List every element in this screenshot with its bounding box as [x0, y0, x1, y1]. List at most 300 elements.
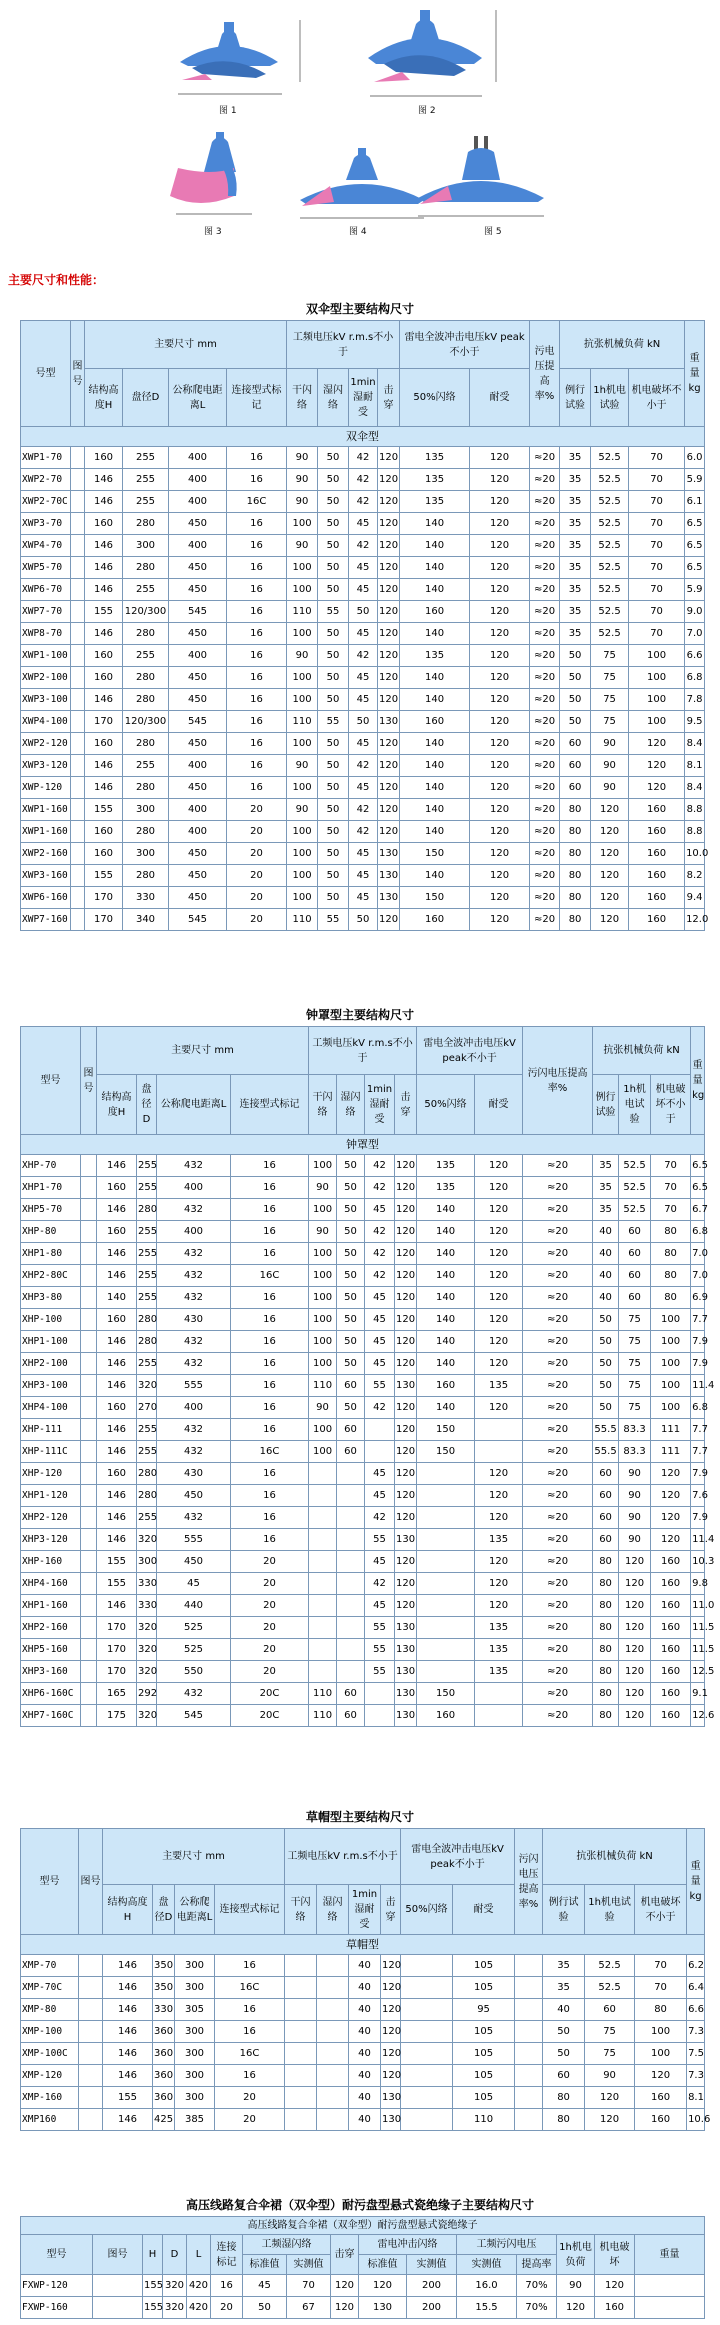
table-cell: ≈20 [523, 1265, 593, 1287]
table-cell [81, 1661, 97, 1683]
table-cell: 16C [215, 1977, 285, 1999]
table-cell: 120 [470, 579, 530, 601]
table-cell: 70 [629, 623, 685, 645]
table-cell: 20C [231, 1683, 309, 1705]
table-cell: 120 [585, 2109, 635, 2131]
cell-model: XMP-80 [21, 1999, 79, 2021]
table-cell: 35 [560, 513, 591, 535]
th-conn: 连接型式标记 [215, 1885, 285, 1935]
table-cell: 11.4 [691, 1375, 705, 1397]
table-cell: 400 [169, 535, 227, 557]
table-cell: ≈20 [523, 1155, 593, 1177]
table-cell: 400 [169, 469, 227, 491]
th-conn: 连接型式标记 [231, 1075, 309, 1135]
table-cell [71, 513, 85, 535]
table-cell: 55 [318, 711, 349, 733]
table-cell [285, 2087, 317, 2109]
table-cell: 120 [470, 755, 530, 777]
table-row [21, 1595, 705, 1617]
th-l: 公称爬电距离L [157, 1075, 231, 1135]
table-cell: 120 [619, 1705, 651, 1727]
table-cell [81, 1683, 97, 1705]
table-row [21, 2065, 705, 2087]
table-cell: 120 [470, 909, 530, 931]
table-cell: 120 [475, 1177, 523, 1199]
th-li-50: 50%闪络 [400, 369, 470, 427]
table-cell: 120 [378, 447, 400, 469]
table-row [21, 535, 705, 557]
table-cell: 320 [137, 1375, 157, 1397]
table-cell: 120 [470, 447, 530, 469]
table-cell: 6.5 [691, 1155, 705, 1177]
table-cell: 45 [349, 865, 378, 887]
table-cell: 75 [591, 689, 629, 711]
table-cell: 80 [593, 1639, 619, 1661]
table-cell: 35 [560, 491, 591, 513]
cell-model: XHP-160 [21, 1551, 81, 1573]
table-cell: 20 [231, 1595, 309, 1617]
table-cell: 60 [593, 1507, 619, 1529]
table-cell: 60 [337, 1705, 365, 1727]
table-cell: 50 [349, 601, 378, 623]
table-cell: 60 [560, 755, 591, 777]
table-cell [81, 1265, 97, 1287]
table-cell: 120 [381, 2043, 401, 2065]
th-pf-dry: 干闪络 [285, 1885, 317, 1935]
table-cell: 35 [593, 1199, 619, 1221]
cell-model: XWP6-70 [21, 579, 71, 601]
table-cell: 50 [318, 469, 349, 491]
table-cell: 35 [543, 1977, 585, 1999]
table-cell: 400 [169, 821, 227, 843]
table-cell: 55 [365, 1375, 395, 1397]
table-cell: 45 [365, 1287, 395, 1309]
table-row [21, 1977, 705, 1999]
table-cell [81, 1243, 97, 1265]
table-cell: 165 [97, 1683, 137, 1705]
table-cell: 120 [470, 601, 530, 623]
table-row [21, 2109, 705, 2131]
table-row [21, 447, 705, 469]
table-cell [635, 2275, 705, 2297]
table-cell: 42 [365, 1507, 395, 1529]
table-cell [515, 2065, 543, 2087]
table-cell [417, 1573, 475, 1595]
table-cell: 42 [365, 1397, 395, 1419]
table-cell: 50 [243, 2297, 287, 2319]
table-cell: 100 [635, 2043, 687, 2065]
table-cell: 160 [85, 821, 123, 843]
table-cell: 100 [309, 1243, 337, 1265]
table-cell: 545 [169, 711, 227, 733]
table-cell [81, 1419, 97, 1441]
table-cell: 45 [349, 843, 378, 865]
table-cell: 6.4 [687, 1977, 705, 1999]
table-cell: 52.5 [619, 1199, 651, 1221]
th-li-meas: 实测值 [407, 2255, 457, 2275]
table-cell: 120 [395, 1331, 417, 1353]
table-cell: 160 [400, 711, 470, 733]
table-cell: 155 [143, 2297, 163, 2319]
table-cell [81, 1463, 97, 1485]
table-cell: 40 [349, 2109, 381, 2131]
table-cell: 70 [651, 1177, 691, 1199]
table-cell: 100 [287, 667, 318, 689]
table-cell: 450 [169, 865, 227, 887]
table-cell: 45 [157, 1573, 231, 1595]
table-cell: 280 [137, 1199, 157, 1221]
th-weight: 重量kg [685, 321, 705, 427]
table-cell: 255 [137, 1265, 157, 1287]
table-cell: 50 [349, 909, 378, 931]
cell-model: XWP1-160 [21, 821, 71, 843]
table-cell: 6.9 [691, 1287, 705, 1309]
th-fig: 图号 [79, 1829, 103, 1935]
table-cell: 45 [365, 1331, 395, 1353]
table-row [21, 1485, 705, 1507]
table-cell: 432 [157, 1353, 231, 1375]
table-cell: 42 [349, 645, 378, 667]
table-cell: 160 [651, 1551, 691, 1573]
table-cell: 140 [400, 557, 470, 579]
table-cell: 110 [287, 711, 318, 733]
table-cell: 120 [378, 909, 400, 931]
th-mech-fail: 机电破坏不小于 [629, 369, 685, 427]
table-cell: 16 [231, 1221, 309, 1243]
table-cell: 50 [318, 579, 349, 601]
table-cell: 35 [593, 1177, 619, 1199]
table-cell: 60 [337, 1441, 365, 1463]
table-cell: 60 [619, 1221, 651, 1243]
table-cell: 120 [470, 777, 530, 799]
table4-body [21, 2275, 705, 2319]
table-cell: 80 [560, 887, 591, 909]
table-cell: 50 [318, 667, 349, 689]
table-cell [417, 1529, 475, 1551]
th-pf: 工频电压kV r.m.s不小于 [285, 1829, 401, 1885]
cell-model: XWP2-100 [21, 667, 71, 689]
table-cell: ≈20 [523, 1375, 593, 1397]
table-cell: 280 [123, 777, 169, 799]
table-cell: 8.8 [685, 821, 705, 843]
table-cell [417, 1485, 475, 1507]
table-cell: 40 [349, 1955, 381, 1977]
table-cell: 16 [231, 1331, 309, 1353]
table-cell: 6.5 [691, 1177, 705, 1199]
table-cell: 50 [337, 1155, 365, 1177]
table-cell: 120 [395, 1309, 417, 1331]
table-cell: ≈20 [523, 1573, 593, 1595]
table-cell: 42 [365, 1243, 395, 1265]
table-cell: 52.5 [585, 1955, 635, 1977]
table-cell: 432 [157, 1419, 231, 1441]
table-row [21, 1397, 705, 1419]
table-cell [81, 1397, 97, 1419]
table-cell [71, 887, 85, 909]
table-cell [309, 1595, 337, 1617]
table-cell: 45 [365, 1595, 395, 1617]
table-cell [515, 2087, 543, 2109]
table-cell [515, 1999, 543, 2021]
table-cell [317, 2065, 349, 2087]
table-cell: 120 [395, 1463, 417, 1485]
th-pf: 工频电压kV r.m.s不小于 [309, 1027, 417, 1075]
table-cell: 146 [85, 535, 123, 557]
table-cell [285, 2065, 317, 2087]
table-cell: 330 [153, 1999, 175, 2021]
cell-model: XMP-100C [21, 2043, 79, 2065]
table-cell: 16C [231, 1441, 309, 1463]
table-cell: 450 [169, 623, 227, 645]
table-cell: 160 [635, 2109, 687, 2131]
table-cell: 95 [453, 1999, 515, 2021]
table-cell: 120 [395, 1177, 417, 1199]
table-cell: ≈20 [523, 1529, 593, 1551]
table-cell: 360 [153, 2021, 175, 2043]
table-cell: 16.0 [457, 2275, 517, 2297]
table-cell: 7.7 [691, 1309, 705, 1331]
table-cell: 5.9 [685, 579, 705, 601]
table-cell: 9.1 [691, 1683, 705, 1705]
table-cell: 80 [543, 2087, 585, 2109]
table-cell: 140 [400, 755, 470, 777]
table-cell [515, 2109, 543, 2131]
table-cell [365, 1683, 395, 1705]
table-cell: 50 [560, 689, 591, 711]
table1-band: 双伞型 [21, 427, 705, 447]
table-cell [635, 2297, 705, 2319]
table-cell: 300 [123, 799, 169, 821]
table-cell: 6.5 [685, 557, 705, 579]
cell-model: XHP-111 [21, 1419, 81, 1441]
table-row [21, 1177, 705, 1199]
table-cell [81, 1375, 97, 1397]
table-cell [515, 2043, 543, 2065]
table-cell: 146 [97, 1485, 137, 1507]
table-cell: 430 [157, 1309, 231, 1331]
table-cell: ≈20 [523, 1331, 593, 1353]
cell-model: XWP1-100 [21, 645, 71, 667]
th-model: 型号 [21, 1829, 79, 1935]
table-cell: 50 [349, 711, 378, 733]
figure-4-drawing [300, 148, 424, 218]
table-cell: 80 [560, 909, 591, 931]
table-row [21, 1199, 705, 1221]
cell-model: XHP2-160 [21, 1617, 81, 1639]
table-cell: 9.5 [685, 711, 705, 733]
table-cell: 170 [85, 887, 123, 909]
table-cell: 70 [635, 1977, 687, 1999]
table-cell: 555 [157, 1529, 231, 1551]
table-cell: 50 [337, 1199, 365, 1221]
table-cell [475, 1441, 523, 1463]
table-cell: 50 [337, 1243, 365, 1265]
table-cell [81, 1529, 97, 1551]
table-cell: 280 [123, 623, 169, 645]
figure-1-caption: 图 1 [219, 106, 237, 116]
table-row [21, 469, 705, 491]
table-cell: 130 [395, 1639, 417, 1661]
table-cell: 7.7 [691, 1441, 705, 1463]
th-h: H [143, 2235, 163, 2275]
table-cell: 8.1 [685, 755, 705, 777]
table-row [21, 1683, 705, 1705]
table-cell: 130 [378, 865, 400, 887]
table-cell: 120 [381, 2065, 401, 2087]
table-cell: 52.5 [591, 447, 629, 469]
table-cell: 11.4 [691, 1529, 705, 1551]
table-cell [81, 1705, 97, 1727]
table-cell: ≈20 [530, 645, 560, 667]
table-cell: 45 [365, 1463, 395, 1485]
table-cell: 120 [595, 2275, 635, 2297]
table-cell [81, 1551, 97, 1573]
table-cell: 50 [543, 2021, 585, 2043]
th-dims: 主要尺寸 mm [103, 1829, 285, 1885]
table-cell: 80 [593, 1683, 619, 1705]
table-cell: 425 [153, 2109, 175, 2131]
table-cell: 140 [400, 865, 470, 887]
table-cell: 120 [475, 1573, 523, 1595]
th-l: 公称爬电距离L [169, 369, 227, 427]
table-cell: 120 [381, 1999, 401, 2021]
table-cell: 450 [157, 1551, 231, 1573]
table-cell: 146 [85, 491, 123, 513]
table-cell [475, 1419, 523, 1441]
table-cell: 120 [591, 909, 629, 931]
table1-double-shed [20, 320, 709, 931]
table-cell: 350 [153, 1955, 175, 1977]
table-cell: 120 [475, 1199, 523, 1221]
cell-model: XMP-100 [21, 2021, 79, 2043]
table-cell: 280 [137, 1485, 157, 1507]
table-cell: 105 [453, 2021, 515, 2043]
table-cell: 20 [227, 909, 287, 931]
table-cell: 100 [309, 1441, 337, 1463]
table-cell: 7.0 [685, 623, 705, 645]
table-cell: 400 [169, 799, 227, 821]
table-cell: ≈20 [523, 1353, 593, 1375]
table-cell [81, 1353, 97, 1375]
table-cell: ≈20 [523, 1397, 593, 1419]
table-cell: 7.8 [685, 689, 705, 711]
table-cell: 52.5 [591, 535, 629, 557]
table-cell: 42 [365, 1177, 395, 1199]
table-cell: 360 [153, 2043, 175, 2065]
table-cell: 100 [309, 1287, 337, 1309]
table-row [21, 1155, 705, 1177]
th-poll: 污闪电压提高率% [523, 1027, 593, 1135]
table-cell: 60 [593, 1529, 619, 1551]
table-cell [337, 1529, 365, 1551]
table-cell [81, 1199, 97, 1221]
table-cell: 330 [137, 1573, 157, 1595]
cell-model: XHP3-100 [21, 1375, 81, 1397]
table-cell: 16 [215, 2065, 285, 2087]
table-cell: 420 [187, 2297, 211, 2319]
table-row [21, 1463, 705, 1485]
cell-model: XWP1-70 [21, 447, 71, 469]
th-mech-fail: 机电破坏不小于 [635, 1885, 687, 1935]
table-cell: 120 [629, 733, 685, 755]
cell-model: XWP3-160 [21, 865, 71, 887]
table-cell: 40 [349, 1977, 381, 1999]
table-cell: 16 [227, 579, 287, 601]
th-pf-break: 击穿 [378, 369, 400, 427]
table-row [21, 601, 705, 623]
table-cell: 146 [103, 2065, 153, 2087]
table-cell: 40 [593, 1265, 619, 1287]
table-cell: 12.5 [691, 1661, 705, 1683]
table-cell: 50 [593, 1375, 619, 1397]
table-cell [309, 1485, 337, 1507]
table-cell: 40 [349, 2087, 381, 2109]
table-cell: 400 [157, 1177, 231, 1199]
table-cell [71, 909, 85, 931]
table-cell: ≈20 [523, 1705, 593, 1727]
table2-title: 钟罩型主要结构尺寸 [305, 1008, 414, 1022]
table-cell [417, 1551, 475, 1573]
table-cell: 100 [629, 645, 685, 667]
table-cell: 80 [593, 1661, 619, 1683]
th-li-withstand: 耐受 [470, 369, 530, 427]
table-cell: 50 [593, 1353, 619, 1375]
table-cell: 160 [85, 447, 123, 469]
table-cell: 90 [309, 1221, 337, 1243]
table-cell: 130 [378, 843, 400, 865]
table-cell [401, 1999, 453, 2021]
table-cell: 55 [318, 601, 349, 623]
table-cell: 16 [231, 1353, 309, 1375]
table-cell [71, 623, 85, 645]
table-row [21, 1507, 705, 1529]
table-cell: 100 [309, 1309, 337, 1331]
cell-model: FXWP-120 [21, 2275, 93, 2297]
table-cell [71, 447, 85, 469]
table-cell [71, 601, 85, 623]
table-cell [401, 1977, 453, 1999]
table-cell: ≈20 [530, 821, 560, 843]
table-cell: 90 [287, 755, 318, 777]
table-cell: 160 [85, 645, 123, 667]
table-cell [79, 1999, 103, 2021]
table-cell: 120 [395, 1551, 417, 1573]
table-cell [417, 1507, 475, 1529]
intro-heading: 主要尺寸和性能： [8, 273, 105, 287]
table-cell: 6.1 [685, 491, 705, 513]
table-cell: 450 [169, 843, 227, 865]
table-cell: 40 [349, 2065, 381, 2087]
table-cell: 16 [231, 1155, 309, 1177]
table-cell: 120 [470, 667, 530, 689]
table-cell: 50 [337, 1353, 365, 1375]
table-cell: 52.5 [591, 513, 629, 535]
table-cell: 155 [143, 2275, 163, 2297]
cell-model: XHP3-120 [21, 1529, 81, 1551]
table-cell: 110 [309, 1683, 337, 1705]
table-cell: 110 [309, 1705, 337, 1727]
table-cell: 350 [153, 1977, 175, 1999]
table-cell: 160 [629, 887, 685, 909]
table-cell: 160 [417, 1705, 475, 1727]
table-row [21, 579, 705, 601]
table-cell: 146 [103, 2109, 153, 2131]
table-cell: ≈20 [530, 755, 560, 777]
cell-model: XWP4-70 [21, 535, 71, 557]
table-cell: 7.3 [687, 2021, 705, 2043]
table-cell: 7.9 [691, 1331, 705, 1353]
table-cell: 16 [215, 1955, 285, 1977]
